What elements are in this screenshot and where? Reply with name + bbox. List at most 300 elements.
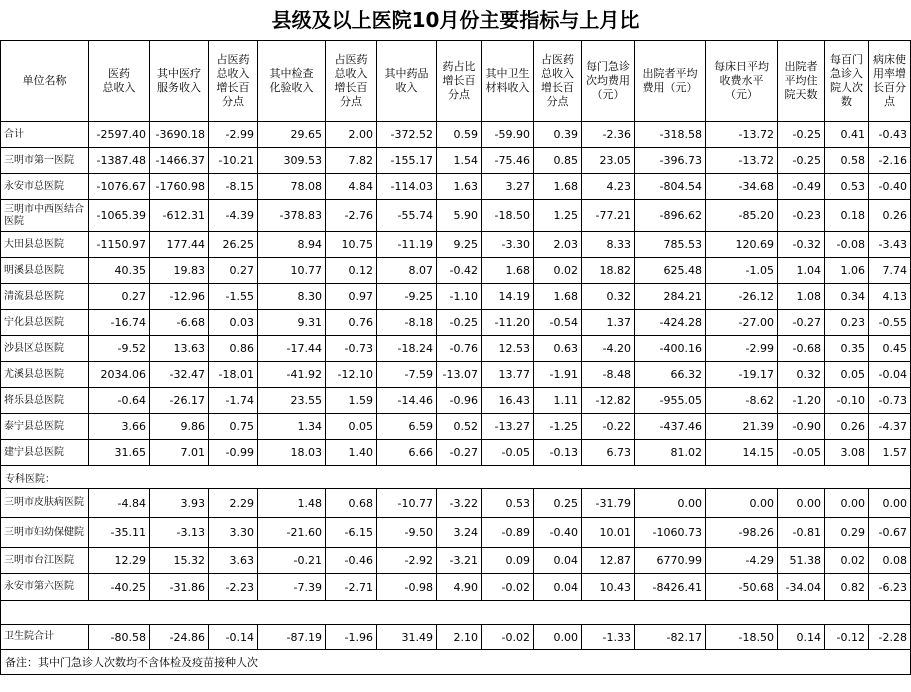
value-cell: -6.15: [326, 518, 377, 548]
value-cell: -19.17: [706, 362, 778, 388]
value-cell: -2.99: [209, 122, 258, 148]
value-cell: -21.60: [258, 518, 326, 548]
table-row: [1, 232, 911, 258]
value-cell: 10.77: [258, 258, 326, 284]
value-cell: 0.03: [209, 310, 258, 336]
hospital-name: 永安市总医院: [1, 174, 89, 200]
value-cell: -13.72: [706, 148, 778, 174]
section-row: [1, 466, 911, 489]
value-cell: -13.07: [437, 362, 482, 388]
value-cell: -2.92: [377, 548, 437, 574]
empty-cell: [482, 466, 534, 489]
value-cell: -13.72: [706, 122, 778, 148]
table-row: [1, 336, 911, 362]
value-cell: -0.68: [778, 336, 825, 362]
value-cell: -0.22: [582, 414, 635, 440]
value-cell: -27.00: [706, 310, 778, 336]
hospital-name: 泰宁县总医院: [1, 414, 89, 440]
value-cell: 18.03: [258, 440, 326, 466]
value-cell: -7.59: [377, 362, 437, 388]
value-cell: -9.50: [377, 518, 437, 548]
value-cell: 0.00: [825, 489, 869, 518]
value-cell: -114.03: [377, 174, 437, 200]
value-cell: -18.50: [482, 200, 534, 232]
value-cell: 7.01: [150, 440, 209, 466]
value-cell: 0.52: [437, 414, 482, 440]
value-cell: -0.54: [534, 310, 582, 336]
value-cell: 1.63: [437, 174, 482, 200]
value-cell: -13.27: [482, 414, 534, 440]
value-cell: 9.86: [150, 414, 209, 440]
report-title: 县级及以上医院10月份主要指标与上月比: [271, 8, 640, 32]
value-cell: 0.53: [825, 174, 869, 200]
value-cell: -2.99: [706, 336, 778, 362]
column-header: 每百门 急诊入 院人次 数: [825, 41, 869, 122]
value-cell: 2034.06: [89, 362, 150, 388]
value-cell: -17.44: [258, 336, 326, 362]
value-cell: -31.79: [582, 489, 635, 518]
value-cell: 1.11: [534, 388, 582, 414]
value-cell: 3.27: [482, 174, 534, 200]
empty-cell: [258, 601, 326, 625]
value-cell: 0.85: [534, 148, 582, 174]
value-cell: -18.01: [209, 362, 258, 388]
value-cell: 0.29: [825, 518, 869, 548]
hospital-name: 明溪县总医院: [1, 258, 89, 284]
value-cell: 13.77: [482, 362, 534, 388]
hospital-name: 沙县区总医院: [1, 336, 89, 362]
value-cell: -10.77: [377, 489, 437, 518]
table-row: [1, 518, 911, 548]
value-cell: -2.28: [869, 625, 911, 650]
value-cell: 8.30: [258, 284, 326, 310]
hospital-name: 建宁县总医院: [1, 440, 89, 466]
value-cell: -14.46: [377, 388, 437, 414]
value-cell: -0.90: [778, 414, 825, 440]
value-cell: -3.13: [150, 518, 209, 548]
column-header: 每床日平均 收费水平 （元）: [706, 41, 778, 122]
value-cell: -0.27: [778, 310, 825, 336]
value-cell: -11.20: [482, 310, 534, 336]
column-header: 医药 总收入: [89, 41, 150, 122]
empty-cell: [258, 466, 326, 489]
value-cell: -0.02: [482, 574, 534, 601]
column-header: 出院者平均 费用（元）: [635, 41, 706, 122]
value-cell: -0.25: [778, 148, 825, 174]
value-cell: -26.12: [706, 284, 778, 310]
value-cell: 1.37: [582, 310, 635, 336]
value-cell: 0.05: [326, 414, 377, 440]
column-header: 其中医疗 服务收入: [150, 41, 209, 122]
value-cell: -31.86: [150, 574, 209, 601]
value-cell: 0.18: [825, 200, 869, 232]
value-cell: -1076.67: [89, 174, 150, 200]
value-cell: -1.05: [706, 258, 778, 284]
value-cell: -18.50: [706, 625, 778, 650]
value-cell: 0.25: [534, 489, 582, 518]
value-cell: -12.96: [150, 284, 209, 310]
value-cell: 309.53: [258, 148, 326, 174]
empty-cell: [582, 601, 635, 625]
value-cell: 284.21: [635, 284, 706, 310]
empty-cell: [89, 601, 150, 625]
hospital-name: 清流县总医院: [1, 284, 89, 310]
value-cell: 12.53: [482, 336, 534, 362]
empty-cell: [326, 466, 377, 489]
value-cell: 0.32: [778, 362, 825, 388]
column-header: 药占比 增长百 分点: [437, 41, 482, 122]
value-cell: 8.33: [582, 232, 635, 258]
column-header: 出院者 平均住 院天数: [778, 41, 825, 122]
value-cell: 78.08: [258, 174, 326, 200]
value-cell: 0.00: [778, 489, 825, 518]
value-cell: 120.69: [706, 232, 778, 258]
column-header: 占医药 总收入 增长百 分点: [534, 41, 582, 122]
value-cell: 3.63: [209, 548, 258, 574]
value-cell: 6770.99: [635, 548, 706, 574]
table-row: [1, 284, 911, 310]
value-cell: -612.31: [150, 200, 209, 232]
value-cell: 51.38: [778, 548, 825, 574]
table-row: [1, 258, 911, 284]
value-cell: 8.07: [377, 258, 437, 284]
value-cell: -0.12: [825, 625, 869, 650]
value-cell: -0.43: [869, 122, 911, 148]
hospital-name: 三明市中西医结合医院: [1, 200, 89, 232]
value-cell: -98.26: [706, 518, 778, 548]
value-cell: 0.00: [534, 625, 582, 650]
value-cell: -0.46: [326, 548, 377, 574]
value-cell: -2.36: [582, 122, 635, 148]
value-cell: 21.39: [706, 414, 778, 440]
value-cell: 1.06: [825, 258, 869, 284]
empty-cell: [778, 601, 825, 625]
value-cell: 0.05: [825, 362, 869, 388]
value-cell: -1060.73: [635, 518, 706, 548]
empty-cell: [326, 601, 377, 625]
header-row: [1, 41, 911, 122]
hospital-name: 尤溪县总医院: [1, 362, 89, 388]
value-cell: -12.82: [582, 388, 635, 414]
value-cell: -0.13: [534, 440, 582, 466]
value-cell: -3.21: [437, 548, 482, 574]
value-cell: 16.43: [482, 388, 534, 414]
value-cell: -0.98: [377, 574, 437, 601]
empty-cell: [209, 466, 258, 489]
empty-cell: [825, 466, 869, 489]
hospital-name: 卫生院合计: [1, 625, 89, 650]
value-cell: -1.55: [209, 284, 258, 310]
value-cell: -50.68: [706, 574, 778, 601]
value-cell: 14.19: [482, 284, 534, 310]
column-header: 占医药 总收入 增长百 分点: [209, 41, 258, 122]
value-cell: 7.74: [869, 258, 911, 284]
value-cell: 2.00: [326, 122, 377, 148]
value-cell: 9.31: [258, 310, 326, 336]
value-cell: 0.27: [209, 258, 258, 284]
value-cell: -3.43: [869, 232, 911, 258]
value-cell: 0.86: [209, 336, 258, 362]
value-cell: -32.47: [150, 362, 209, 388]
empty-cell: [582, 466, 635, 489]
value-cell: 0.63: [534, 336, 582, 362]
value-cell: 13.63: [150, 336, 209, 362]
value-cell: 0.45: [869, 336, 911, 362]
value-cell: 3.24: [437, 518, 482, 548]
value-cell: -0.42: [437, 258, 482, 284]
value-cell: -7.39: [258, 574, 326, 601]
value-cell: -55.74: [377, 200, 437, 232]
value-cell: -0.96: [437, 388, 482, 414]
value-cell: 19.83: [150, 258, 209, 284]
value-cell: -0.49: [778, 174, 825, 200]
column-header: 单位名称: [1, 41, 89, 122]
value-cell: -8426.41: [635, 574, 706, 601]
value-cell: 1.59: [326, 388, 377, 414]
empty-cell: [437, 466, 482, 489]
value-cell: -0.76: [437, 336, 482, 362]
value-cell: 8.94: [258, 232, 326, 258]
value-cell: -0.40: [534, 518, 582, 548]
table-row: [1, 440, 911, 466]
value-cell: -2.76: [326, 200, 377, 232]
value-cell: -35.11: [89, 518, 150, 548]
column-header: 占医药 总收入 增长百 分点: [326, 41, 377, 122]
column-header: 其中检查 化验收入: [258, 41, 326, 122]
blank-row: [1, 601, 911, 625]
value-cell: 0.53: [482, 489, 534, 518]
value-cell: -1.96: [326, 625, 377, 650]
value-cell: 3.08: [825, 440, 869, 466]
value-cell: -4.29: [706, 548, 778, 574]
value-cell: 26.25: [209, 232, 258, 258]
value-cell: -896.62: [635, 200, 706, 232]
value-cell: -1466.37: [150, 148, 209, 174]
value-cell: 4.90: [437, 574, 482, 601]
value-cell: -82.17: [635, 625, 706, 650]
value-cell: -0.21: [258, 548, 326, 574]
value-cell: -0.27: [437, 440, 482, 466]
hospital-name: 大田县总医院: [1, 232, 89, 258]
value-cell: -424.28: [635, 310, 706, 336]
value-cell: 0.23: [825, 310, 869, 336]
value-cell: 14.15: [706, 440, 778, 466]
value-cell: -0.25: [778, 122, 825, 148]
value-cell: -4.37: [869, 414, 911, 440]
value-cell: -77.21: [582, 200, 635, 232]
value-cell: -8.15: [209, 174, 258, 200]
table-row: [1, 148, 911, 174]
hospital-name: 三明市第一医院: [1, 148, 89, 174]
value-cell: -9.52: [89, 336, 150, 362]
value-cell: -400.16: [635, 336, 706, 362]
value-cell: 0.39: [534, 122, 582, 148]
value-cell: 0.02: [534, 258, 582, 284]
hospital-name: 三明市妇幼保健院: [1, 518, 89, 548]
empty-cell: [706, 466, 778, 489]
value-cell: -3.22: [437, 489, 482, 518]
value-cell: 0.08: [869, 548, 911, 574]
value-cell: 177.44: [150, 232, 209, 258]
hospital-name: 永安市第六医院: [1, 574, 89, 601]
value-cell: 12.29: [89, 548, 150, 574]
value-cell: -26.17: [150, 388, 209, 414]
value-cell: 0.41: [825, 122, 869, 148]
value-cell: 15.32: [150, 548, 209, 574]
empty-cell: [778, 466, 825, 489]
value-cell: 6.59: [377, 414, 437, 440]
empty-cell: [825, 601, 869, 625]
table-row: [1, 548, 911, 574]
value-cell: 12.87: [582, 548, 635, 574]
empty-cell: [869, 466, 911, 489]
value-cell: -804.54: [635, 174, 706, 200]
value-cell: -40.25: [89, 574, 150, 601]
value-cell: 0.00: [706, 489, 778, 518]
empty-cell: [150, 466, 209, 489]
value-cell: 1.68: [534, 284, 582, 310]
value-cell: -1387.48: [89, 148, 150, 174]
value-cell: 2.29: [209, 489, 258, 518]
hospital-name: 三明市台江医院: [1, 548, 89, 574]
value-cell: 7.82: [326, 148, 377, 174]
value-cell: 0.00: [635, 489, 706, 518]
value-cell: 3.93: [150, 489, 209, 518]
value-cell: -12.10: [326, 362, 377, 388]
value-cell: 1.57: [869, 440, 911, 466]
table-row: [1, 174, 911, 200]
note-row: [1, 650, 911, 675]
value-cell: 1.34: [258, 414, 326, 440]
value-cell: -0.14: [209, 625, 258, 650]
value-cell: 0.35: [825, 336, 869, 362]
value-cell: 0.02: [825, 548, 869, 574]
value-cell: -6.68: [150, 310, 209, 336]
value-cell: -2.23: [209, 574, 258, 601]
value-cell: 2.03: [534, 232, 582, 258]
value-cell: 0.00: [869, 489, 911, 518]
value-cell: 0.68: [326, 489, 377, 518]
table-row: [1, 574, 911, 601]
value-cell: -9.25: [377, 284, 437, 310]
value-cell: -1760.98: [150, 174, 209, 200]
value-cell: 0.58: [825, 148, 869, 174]
value-cell: 1.68: [482, 258, 534, 284]
empty-cell: [1, 601, 89, 625]
value-cell: -2.71: [326, 574, 377, 601]
value-cell: 3.66: [89, 414, 150, 440]
value-cell: 0.75: [209, 414, 258, 440]
value-cell: 1.68: [534, 174, 582, 200]
value-cell: -6.23: [869, 574, 911, 601]
value-cell: -80.58: [89, 625, 150, 650]
empty-cell: [209, 601, 258, 625]
empty-cell: [635, 466, 706, 489]
value-cell: 31.49: [377, 625, 437, 650]
hospital-name: 将乐县总医院: [1, 388, 89, 414]
total-row: [1, 122, 911, 148]
value-cell: -318.58: [635, 122, 706, 148]
value-cell: -372.52: [377, 122, 437, 148]
value-cell: 6.66: [377, 440, 437, 466]
value-cell: -1065.39: [89, 200, 150, 232]
value-cell: 1.54: [437, 148, 482, 174]
value-cell: 1.40: [326, 440, 377, 466]
value-cell: -0.04: [869, 362, 911, 388]
value-cell: -1.25: [534, 414, 582, 440]
value-cell: -0.73: [869, 388, 911, 414]
value-cell: -0.55: [869, 310, 911, 336]
empty-cell: [377, 601, 437, 625]
value-cell: 0.32: [582, 284, 635, 310]
value-cell: 625.48: [635, 258, 706, 284]
value-cell: 18.82: [582, 258, 635, 284]
value-cell: -16.74: [89, 310, 150, 336]
hospital-name: 合计: [1, 122, 89, 148]
value-cell: -75.46: [482, 148, 534, 174]
footnote: 备注：其中门急诊人次数均不含体检及疫苗接种人次: [1, 650, 911, 675]
table-row: [1, 310, 911, 336]
value-cell: -59.90: [482, 122, 534, 148]
value-cell: -34.68: [706, 174, 778, 200]
column-header: 病床使 用率增 长百分 点: [869, 41, 911, 122]
table-row: [1, 200, 911, 232]
hospital-name: 宁化县总医院: [1, 310, 89, 336]
value-cell: -0.73: [326, 336, 377, 362]
value-cell: -1.10: [437, 284, 482, 310]
value-cell: 0.82: [825, 574, 869, 601]
value-cell: -0.99: [209, 440, 258, 466]
value-cell: 31.65: [89, 440, 150, 466]
value-cell: -0.40: [869, 174, 911, 200]
value-cell: -8.62: [706, 388, 778, 414]
value-cell: -437.46: [635, 414, 706, 440]
value-cell: 6.73: [582, 440, 635, 466]
value-cell: -1.91: [534, 362, 582, 388]
value-cell: -18.24: [377, 336, 437, 362]
value-cell: 0.14: [778, 625, 825, 650]
value-cell: 4.13: [869, 284, 911, 310]
empty-cell: [534, 466, 582, 489]
value-cell: 0.12: [326, 258, 377, 284]
value-cell: -0.02: [482, 625, 534, 650]
value-cell: -4.39: [209, 200, 258, 232]
empty-cell: [482, 601, 534, 625]
value-cell: 40.35: [89, 258, 150, 284]
value-cell: 785.53: [635, 232, 706, 258]
value-cell: -0.67: [869, 518, 911, 548]
value-cell: -24.86: [150, 625, 209, 650]
table-row: [1, 414, 911, 440]
value-cell: -0.64: [89, 388, 150, 414]
value-cell: 23.05: [582, 148, 635, 174]
value-cell: -4.84: [89, 489, 150, 518]
value-cell: -0.25: [437, 310, 482, 336]
empty-cell: [706, 601, 778, 625]
value-cell: 3.30: [209, 518, 258, 548]
value-cell: -4.20: [582, 336, 635, 362]
value-cell: 29.65: [258, 122, 326, 148]
value-cell: -396.73: [635, 148, 706, 174]
value-cell: 0.26: [825, 414, 869, 440]
value-cell: -8.48: [582, 362, 635, 388]
value-cell: 9.25: [437, 232, 482, 258]
value-cell: 2.10: [437, 625, 482, 650]
table-row: [1, 489, 911, 518]
indicator-table: [0, 40, 911, 675]
value-cell: -155.17: [377, 148, 437, 174]
value-cell: -34.04: [778, 574, 825, 601]
